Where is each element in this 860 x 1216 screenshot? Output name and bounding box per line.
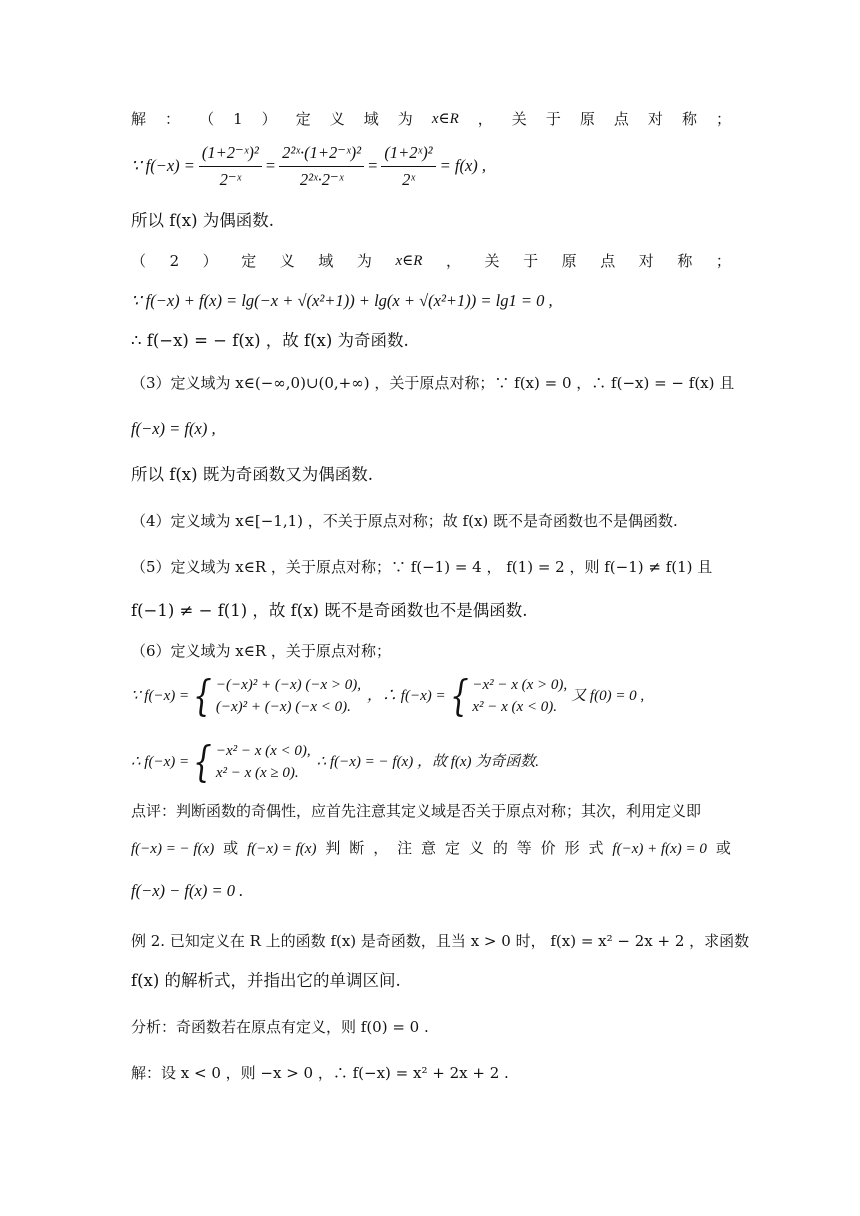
line-example2-solution: 解：设 x < 0 ，则 −x > 0 ，∴ f(−x) = x² + 2x + 2 . <box>131 1064 509 1082</box>
line-equation: f(−x) − f(x) = 0 . <box>131 881 244 900</box>
piecewise-cases <box>216 674 361 718</box>
line-conclusion-both: 所以 f(x) 既为奇函数又为偶函数. <box>131 465 374 484</box>
line-solution-part2 <box>131 250 731 272</box>
text-segment: 价 <box>540 841 556 857</box>
text-segment: 意 <box>421 841 437 857</box>
text-segment: ； <box>715 110 731 128</box>
line-solution-part3: （3）定义域为 x∈(−∞,0)∪(0,+∞) ，关于原点对称；∵ f(x) = 0 ，∴ f(−x) = − f(x) 且 <box>131 374 735 392</box>
text-segment: 2 <box>169 252 180 270</box>
text-segment: 义 <box>468 841 484 857</box>
text-segment: ： <box>165 110 181 128</box>
piecewise-case: −(−x)² + (−x) (−x > 0), <box>215 677 362 693</box>
text-segment: 式 <box>588 841 604 857</box>
math-segment: 又 f(0) = 0 , <box>571 688 645 704</box>
fraction-denominator: 2²ˣ·2⁻ˣ <box>299 169 344 189</box>
text-segment: 义 <box>329 110 345 128</box>
text-segment: 注 <box>397 841 413 857</box>
text-segment: 为 <box>397 110 413 128</box>
line-solution-part5: （5）定义域为 x∈R ，关于原点对称；∵ f(−1) = 4 ， f(1) = 2 ，则 f(−1) ≠ f(1) 且 <box>131 558 713 576</box>
text-segment: 定 <box>444 841 460 857</box>
math-segment: x∈R <box>395 253 423 269</box>
text-segment: 对 <box>638 252 654 270</box>
text-segment: 关 <box>511 110 527 128</box>
text-segment: ； <box>715 252 731 270</box>
text-segment: 为 <box>356 252 372 270</box>
left-brace: { <box>193 671 212 720</box>
math-segment: ∵ f(−x) = <box>131 688 190 704</box>
text-segment: 或 <box>715 841 731 857</box>
text-segment: 于 <box>545 110 561 128</box>
text-segment: 断 <box>349 841 365 857</box>
math-segment: ，∴ f(−x) = <box>367 688 446 704</box>
text-segment: ） <box>202 252 218 270</box>
math-segment: f(−x) = − f(x) <box>131 841 215 857</box>
text-segment: 称 <box>681 110 697 128</box>
line-piecewise-result <box>131 736 731 788</box>
text-segment: 域 <box>363 110 379 128</box>
fraction-denominator: 2⁻ˣ <box>219 169 242 189</box>
equals-sign: = <box>368 156 378 175</box>
piecewise-case: −x² − x (x > 0), <box>472 677 568 693</box>
line-solution-part1 <box>131 108 731 130</box>
text-segment: 定 <box>295 110 311 128</box>
math-segment: f(−x) = f(x) <box>247 841 317 857</box>
line-example2-analysis: 分析：奇函数若在原点有定义，则 f(0) = 0 . <box>131 1018 429 1036</box>
math-segment: x∈R <box>431 111 459 127</box>
text-segment: ， <box>445 252 461 270</box>
line-solution-part6: （6）定义域为 x∈R ，关于原点对称； <box>131 642 391 660</box>
line-conclusion-even: 所以 f(x) 为偶函数. <box>131 211 275 230</box>
math-segment: ∵ f(−x) = <box>131 156 195 175</box>
line-conclusion-odd: ∴ f(−x) = − f(x) ，故 f(x) 为奇函数. <box>131 331 409 350</box>
piecewise-case: (−x)² + (−x) (−x < 0). <box>215 699 351 715</box>
text-segment: ， <box>477 110 493 128</box>
left-brace: { <box>193 737 212 786</box>
fraction-numerator: (1+2ˣ)² <box>381 142 435 167</box>
fraction-numerator: (1+2⁻ˣ)² <box>199 142 262 167</box>
line-even-proof-equation <box>131 144 731 188</box>
text-segment: 形 <box>564 841 580 857</box>
math-segment: ∴ f(−x) = <box>131 754 190 770</box>
fraction <box>381 142 435 191</box>
text-segment: ） <box>261 110 277 128</box>
text-segment: 称 <box>677 252 693 270</box>
text-segment: 义 <box>279 252 295 270</box>
line-example2-problem-cont: f(x) 的解析式，并指出它的单调区间. <box>131 971 401 990</box>
fraction-denominator: 2ˣ <box>402 169 415 189</box>
text-segment: 关 <box>484 252 500 270</box>
math-segment: = f(x) , <box>439 156 487 175</box>
math-segment: ∴ f(−x) = − f(x) ，故 f(x) 为奇函数. <box>316 754 540 770</box>
text-segment: 原 <box>579 110 595 128</box>
text-segment: 定 <box>241 252 257 270</box>
piecewise-case: −x² − x (x < 0), <box>215 743 311 759</box>
piecewise-cases <box>216 740 311 784</box>
text-segment: 解 <box>131 110 147 128</box>
line-commentary-equivalent-forms <box>131 838 731 860</box>
piecewise-case: x² − x (x ≥ 0). <box>215 765 299 781</box>
text-segment: 原 <box>561 252 577 270</box>
fraction <box>199 142 262 191</box>
text-segment: 的 <box>492 841 508 857</box>
line-example2-problem: 例 2. 已知定义在 R 上的函数 f(x) 是奇函数，且当 x > 0 时， f(x) = x² − 2x + 2 ，求函数 <box>131 932 750 950</box>
text-segment: 对 <box>647 110 663 128</box>
line-equation: f(−x) = f(x) , <box>131 419 216 438</box>
line-log-equation: ∵ f(−x) + f(x) = lg(−x + √(x²+1)) + lg(x + √(x²+1)) = lg1 = 0 , <box>131 291 553 310</box>
line-piecewise-equation <box>131 670 731 722</box>
fraction <box>279 142 364 191</box>
line-conclusion-neither: f(−1) ≠ − f(1) ，故 f(x) 既不是奇函数也不是偶函数. <box>131 601 528 620</box>
line-solution-part4: （4）定义域为 x∈[−1,1) ，不关于原点对称；故 f(x) 既不是奇函数也不是偶函数. <box>131 512 678 530</box>
text-segment: ， <box>373 841 389 857</box>
line-commentary: 点评：判断函数的奇偶性，应首先注意其定义域是否关于原点对称；其次，利用定义即 <box>131 802 702 820</box>
text-segment: 判 <box>325 841 341 857</box>
piecewise-case: x² − x (x < 0). <box>472 699 558 715</box>
piecewise-cases <box>472 674 567 718</box>
text-segment: 域 <box>318 252 334 270</box>
text-segment: 点 <box>600 252 616 270</box>
left-brace: { <box>449 671 469 720</box>
text-segment: （ <box>199 110 215 128</box>
fraction-numerator: 2²ˣ·(1+2⁻ˣ)² <box>279 142 364 167</box>
text-segment: 或 <box>223 841 239 857</box>
math-segment: f(−x) + f(x) = 0 <box>612 841 707 857</box>
text-segment: 于 <box>523 252 539 270</box>
text-segment: 1 <box>233 110 243 128</box>
text-segment: 等 <box>516 841 532 857</box>
text-segment: （ <box>131 252 147 270</box>
text-segment: 点 <box>613 110 629 128</box>
equals-sign: = <box>265 156 276 175</box>
